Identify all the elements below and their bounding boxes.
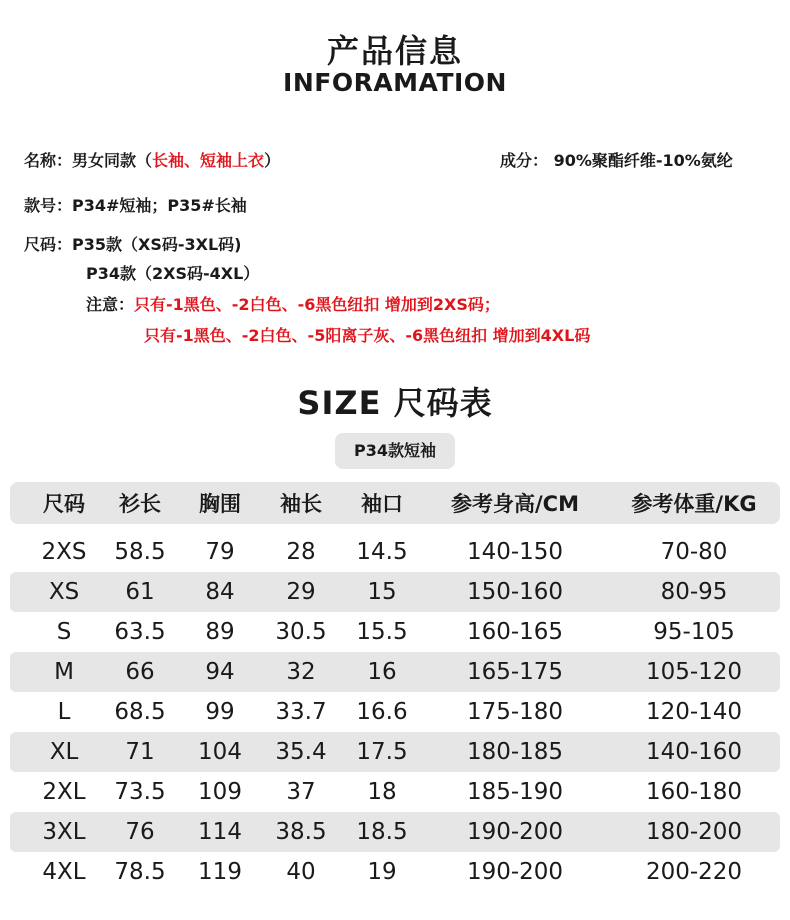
cell-length: 76 <box>125 819 155 845</box>
cell-height: 150-160 <box>466 579 564 605</box>
cell-chest: 79 <box>205 539 235 565</box>
cell-sleeve: 30.5 <box>275 619 327 645</box>
cell-chest: 109 <box>198 779 242 805</box>
cell-size: S <box>56 619 72 645</box>
table-row <box>10 812 780 852</box>
cell-weight: 140-160 <box>645 739 743 765</box>
cell-length: 58.5 <box>114 539 166 565</box>
cell-size: XS <box>48 579 80 605</box>
table-row <box>10 772 780 812</box>
cell-size: 4XL <box>42 859 86 885</box>
cell-weight: 80-95 <box>660 579 728 605</box>
page-title: 产品信息 <box>326 32 463 70</box>
cell-weight: 160-180 <box>645 779 743 805</box>
composition-line: 成分： 90%聚酯纤维-10%氨纶 <box>500 151 733 170</box>
cell-height: 190-200 <box>466 859 564 885</box>
size-table <box>10 482 780 892</box>
cell-cuff: 19 <box>367 859 397 885</box>
cell-weight: 105-120 <box>645 659 743 685</box>
cell-chest: 94 <box>205 659 235 685</box>
size-range-p35: P35款（XS码-3XL码) <box>72 235 242 254</box>
table-row <box>10 572 780 612</box>
page-subtitle: INFORAMATION <box>283 68 507 97</box>
note-line-2: 只有-1黑色、-2白色、-5阳离子灰、-6黑色纽扣 增加到4XL码 <box>144 326 591 345</box>
cell-length: 78.5 <box>114 859 166 885</box>
size-range-label: 尺码： <box>24 235 73 254</box>
cell-chest: 114 <box>198 819 242 845</box>
cell-height: 140-150 <box>466 539 564 565</box>
product-name-highlight: 长袖、短袖上衣 <box>152 151 265 170</box>
table-row <box>10 692 780 732</box>
cell-weight: 120-140 <box>645 699 743 725</box>
cell-weight: 200-220 <box>645 859 743 885</box>
size-table-header <box>10 482 780 524</box>
cell-height: 190-200 <box>466 819 564 845</box>
header-cell-size: 尺码 <box>43 492 85 516</box>
cell-size: 2XL <box>42 779 86 805</box>
cell-length: 68.5 <box>114 699 166 725</box>
cell-height: 175-180 <box>466 699 564 725</box>
cell-chest: 99 <box>205 699 235 725</box>
cell-size: XL <box>49 739 79 765</box>
size-table-body <box>10 532 780 892</box>
cell-cuff: 18 <box>367 779 397 805</box>
cell-sleeve: 32 <box>286 659 316 685</box>
cell-length: 61 <box>125 579 155 605</box>
cell-height: 180-185 <box>466 739 564 765</box>
cell-chest: 119 <box>198 859 242 885</box>
header-cell-length: 衫长 <box>119 492 161 516</box>
header-cell-chest: 胸围 <box>199 492 241 516</box>
table-row <box>10 852 780 892</box>
table-row <box>10 652 780 692</box>
cell-sleeve: 33.7 <box>275 699 327 725</box>
cell-sleeve: 28 <box>286 539 316 565</box>
cell-weight: 95-105 <box>653 619 735 645</box>
header-cell-sleeve: 袖长 <box>280 492 322 516</box>
cell-sleeve: 37 <box>286 779 316 805</box>
cell-sleeve: 38.5 <box>275 819 327 845</box>
cell-chest: 89 <box>205 619 235 645</box>
size-range-p34: P34款（2XS码-4XL） <box>86 264 260 283</box>
table-row <box>10 532 780 572</box>
product-name-label: 名称： <box>24 151 73 170</box>
note-text-1: 只有-1黑色、-2白色、-6黑色纽扣 增加到2XS码； <box>134 295 500 314</box>
note-label: 注意： <box>86 295 135 314</box>
cell-cuff: 16.6 <box>356 699 408 725</box>
cell-cuff: 16 <box>367 659 397 685</box>
cell-weight: 70-80 <box>660 539 728 565</box>
product-name-value: 男女同款 <box>72 151 137 170</box>
product-name-paren-close: ） <box>264 151 281 170</box>
cell-chest: 104 <box>198 739 242 765</box>
header-cell-cuff: 袖口 <box>361 492 403 516</box>
note-line-1 <box>86 292 500 315</box>
cell-cuff: 17.5 <box>356 739 408 765</box>
product-tag: P34款短袖 <box>335 433 455 469</box>
cell-size: L <box>57 699 71 725</box>
cell-length: 73.5 <box>114 779 166 805</box>
cell-size: 2XS <box>41 539 87 565</box>
cell-size: M <box>54 659 74 685</box>
cell-height: 165-175 <box>466 659 564 685</box>
product-name-paren-open: （ <box>136 151 153 170</box>
cell-weight: 180-200 <box>645 819 743 845</box>
cell-size: 3XL <box>42 819 86 845</box>
cell-length: 71 <box>125 739 155 765</box>
cell-cuff: 18.5 <box>356 819 408 845</box>
cell-length: 66 <box>125 659 155 685</box>
cell-sleeve: 40 <box>286 859 316 885</box>
table-row <box>10 732 780 772</box>
cell-cuff: 15 <box>367 579 397 605</box>
cell-cuff: 14.5 <box>356 539 408 565</box>
header-cell-height: 参考身高/CM <box>451 492 579 516</box>
cell-height: 185-190 <box>466 779 564 805</box>
size-range-line <box>24 232 242 255</box>
product-name-line <box>24 148 280 171</box>
cell-sleeve: 35.4 <box>275 739 327 765</box>
cell-sleeve: 29 <box>286 579 316 605</box>
cell-length: 63.5 <box>114 619 166 645</box>
table-row <box>10 612 780 652</box>
cell-chest: 84 <box>205 579 235 605</box>
cell-height: 160-165 <box>466 619 564 645</box>
header-cell-weight: 参考体重/KG <box>631 492 757 516</box>
cell-cuff: 15.5 <box>356 619 408 645</box>
model-number-line: 款号：P34#短袖；P35#长袖 <box>24 196 247 215</box>
size-chart-title: SIZE 尺码表 <box>297 384 493 422</box>
